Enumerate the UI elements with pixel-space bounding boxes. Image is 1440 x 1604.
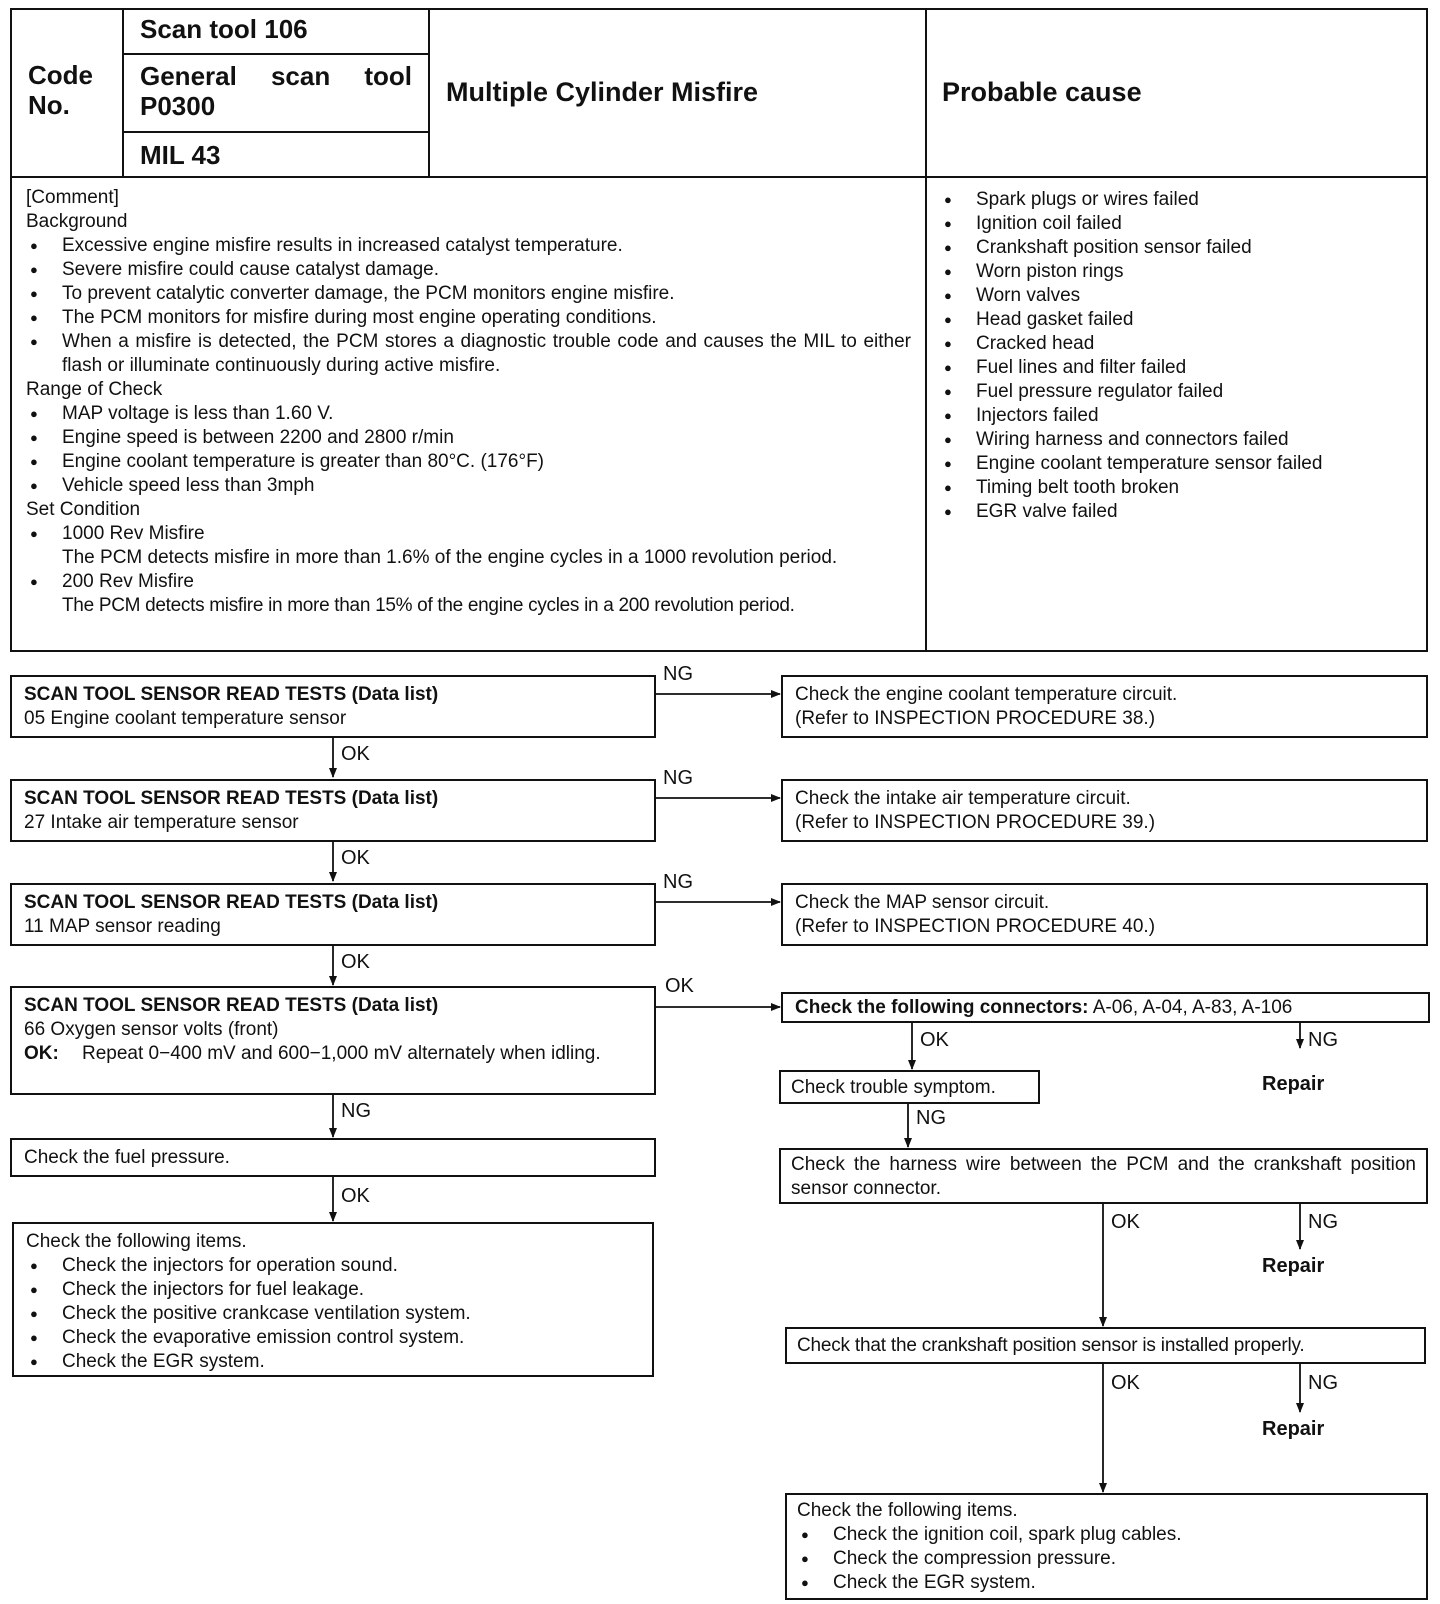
repair-label: Repair (1262, 1073, 1325, 1095)
list-item: ● Check the injectors for operation sound. (26, 1254, 640, 1278)
ok-label: OK (341, 951, 370, 973)
connectors-box (781, 992, 1430, 1023)
ng-result-line: (Refer to INSPECTION PROCEDURE 40.) (795, 916, 1156, 937)
general-scan-tool-code: General scan tool P0300 (140, 61, 412, 121)
right-check-items-box (785, 1493, 1428, 1600)
test-suffix: (Data list) (351, 684, 439, 705)
trouble-symptom-text: Check trouble symptom. (791, 1077, 996, 1098)
cause-item: ● Wiring harness and connectors failed (940, 428, 1420, 452)
ng-result-line: Check the MAP sensor circuit. (795, 892, 1050, 913)
list-item: ● Engine speed is between 2200 and 2800 r/min (26, 426, 911, 450)
check-items-heading: Check the following items. (797, 1500, 1018, 1521)
list-item: ● Check the compression pressure. (797, 1547, 1416, 1571)
test-item: 27 Intake air temperature sensor (24, 812, 299, 833)
code-number-label: Code No. (28, 60, 93, 120)
set-condition-detail: The PCM detects misfire in more than 15% of the engine cycles in a 200 revolution period. (62, 595, 795, 616)
test-item: 05 Engine coolant temperature sensor (24, 708, 347, 729)
connectors-list: A-06, A-04, A-83, A-106 (1092, 997, 1293, 1018)
ok-label: OK (341, 1185, 370, 1207)
ok-criteria-text: Repeat 0−400 mV and 600−1,000 mV alternately when idling. (82, 1043, 601, 1064)
list-item: ● 1000 Rev Misfire (26, 522, 911, 546)
ng-label: NG (663, 767, 693, 789)
ok-label: OK (1111, 1372, 1140, 1394)
cause-item: ● EGR valve failed (940, 500, 1420, 524)
test-box-coolant (10, 675, 656, 738)
crank-installed-box (785, 1327, 1426, 1364)
list-item: ● Severe misfire could cause catalyst damage. (26, 258, 911, 282)
ok-label: OK (341, 743, 370, 765)
list-item: ● When a misfire is detected, the PCM stores a diagnostic trouble code and causes the MIL to either flash or illuminate continuously during active misfire. (26, 330, 911, 378)
list-item: ● 200 Rev Misfire (26, 570, 911, 594)
probable-cause-header: Probable cause (942, 77, 1142, 107)
ng-result-line: Check the engine coolant temperature circuit. (795, 684, 1178, 705)
ng-label: NG (1308, 1372, 1338, 1394)
cause-item: ● Worn valves (940, 284, 1420, 308)
ok-label: OK (665, 975, 694, 997)
crank-installed-text: Check that the crankshaft position sensor is installed properly. (797, 1335, 1305, 1356)
list-item: ● Engine coolant temperature is greater than 80°C. (176°F) (26, 450, 911, 474)
test-suffix: (Data list) (351, 788, 439, 809)
cause-item: ● Timing belt tooth broken (940, 476, 1420, 500)
cause-item: ● Ignition coil failed (940, 212, 1420, 236)
list-item: ● MAP voltage is less than 1.60 V. (26, 402, 911, 426)
list-item: ● Check the positive crankcase ventilation system. (26, 1302, 640, 1326)
set-condition-heading: Set Condition (26, 499, 141, 520)
harness-check-box (779, 1148, 1428, 1204)
test-box-intake-air (10, 779, 656, 842)
ng-label: NG (916, 1107, 946, 1129)
ok-label: OK (920, 1029, 949, 1051)
cause-item: ● Cracked head (940, 332, 1420, 356)
cause-item: ● Worn piston rings (940, 260, 1420, 284)
set-condition-detail: The PCM detects misfire in more than 1.6% of the engine cycles in a 1000 revolution period. (62, 547, 838, 568)
mil-code: MIL 43 (140, 140, 221, 170)
ok-label: OK (1111, 1211, 1140, 1233)
ok-criteria-label: OK: (24, 1043, 59, 1064)
list-item: ● Check the EGR system. (797, 1571, 1416, 1595)
cause-item: ● Spark plugs or wires failed (940, 188, 1420, 212)
ng-label: NG (663, 663, 693, 685)
background-heading: Background (26, 211, 128, 232)
test-title: SCAN TOOL SENSOR READ TESTS (24, 995, 347, 1016)
list-item: ● The PCM monitors for misfire during most engine operating conditions. (26, 306, 911, 330)
ng-result-line: Check the intake air temperature circuit. (795, 788, 1131, 809)
list-item: ● Check the ignition coil, spark plug cables. (797, 1523, 1416, 1547)
range-heading: Range of Check (26, 379, 163, 400)
list-item: ● Check the EGR system. (26, 1350, 640, 1374)
test-title: SCAN TOOL SENSOR READ TESTS (24, 892, 347, 913)
left-check-items-box (12, 1222, 654, 1377)
comment-tag: [Comment] (26, 187, 119, 208)
ng-result-line: (Refer to INSPECTION PROCEDURE 39.) (795, 812, 1156, 833)
repair-label: Repair (1262, 1255, 1325, 1277)
list-item: ● To prevent catalytic converter damage, the PCM monitors engine misfire. (26, 282, 911, 306)
ng-result-coolant (781, 675, 1428, 738)
trouble-symptom-box (779, 1070, 1040, 1104)
test-title: SCAN TOOL SENSOR READ TESTS (24, 788, 347, 809)
repair-label: Repair (1262, 1418, 1325, 1440)
cause-item: ● Engine coolant temperature sensor failed (940, 452, 1420, 476)
cause-item: ● Injectors failed (940, 404, 1420, 428)
test-suffix: (Data list) (351, 892, 439, 913)
ng-result-intake-air (781, 779, 1428, 842)
list-item: ● Excessive engine misfire results in increased catalyst temperature. (26, 234, 911, 258)
test-box-map (10, 883, 656, 946)
ng-label: NG (1308, 1211, 1338, 1233)
cause-item: ● Fuel lines and filter failed (940, 356, 1420, 380)
ng-label: NG (1308, 1029, 1338, 1051)
harness-check-text: Check the harness wire between the PCM and the crankshaft position sensor connector. (791, 1154, 1416, 1199)
connectors-label: Check the following connectors: (795, 997, 1089, 1018)
test-title: SCAN TOOL SENSOR READ TESTS (24, 684, 347, 705)
list-item: ● Check the evaporative emission control system. (26, 1326, 640, 1350)
cause-item: ● Head gasket failed (940, 308, 1420, 332)
cause-item: ● Fuel pressure regulator failed (940, 380, 1420, 404)
test-suffix: (Data list) (351, 995, 439, 1016)
ng-result-line: (Refer to INSPECTION PROCEDURE 38.) (795, 708, 1156, 729)
ng-label: NG (663, 871, 693, 893)
fuel-pressure-box (10, 1138, 656, 1177)
ng-result-map (781, 883, 1428, 946)
ok-label: OK (341, 847, 370, 869)
page-title: Multiple Cylinder Misfire (446, 77, 759, 107)
test-box-oxygen (10, 986, 656, 1095)
test-item: 11 MAP sensor reading (24, 916, 221, 937)
check-items-heading: Check the following items. (26, 1231, 247, 1252)
test-item: 66 Oxygen sensor volts (front) (24, 1019, 279, 1040)
fuel-pressure-text: Check the fuel pressure. (24, 1147, 230, 1168)
ng-label: NG (341, 1100, 371, 1122)
list-item: ● Vehicle speed less than 3mph (26, 474, 911, 498)
list-item: ● Check the injectors for fuel leakage. (26, 1278, 640, 1302)
cause-item: ● Crankshaft position sensor failed (940, 236, 1420, 260)
scan-tool-code: Scan tool 106 (140, 14, 308, 44)
